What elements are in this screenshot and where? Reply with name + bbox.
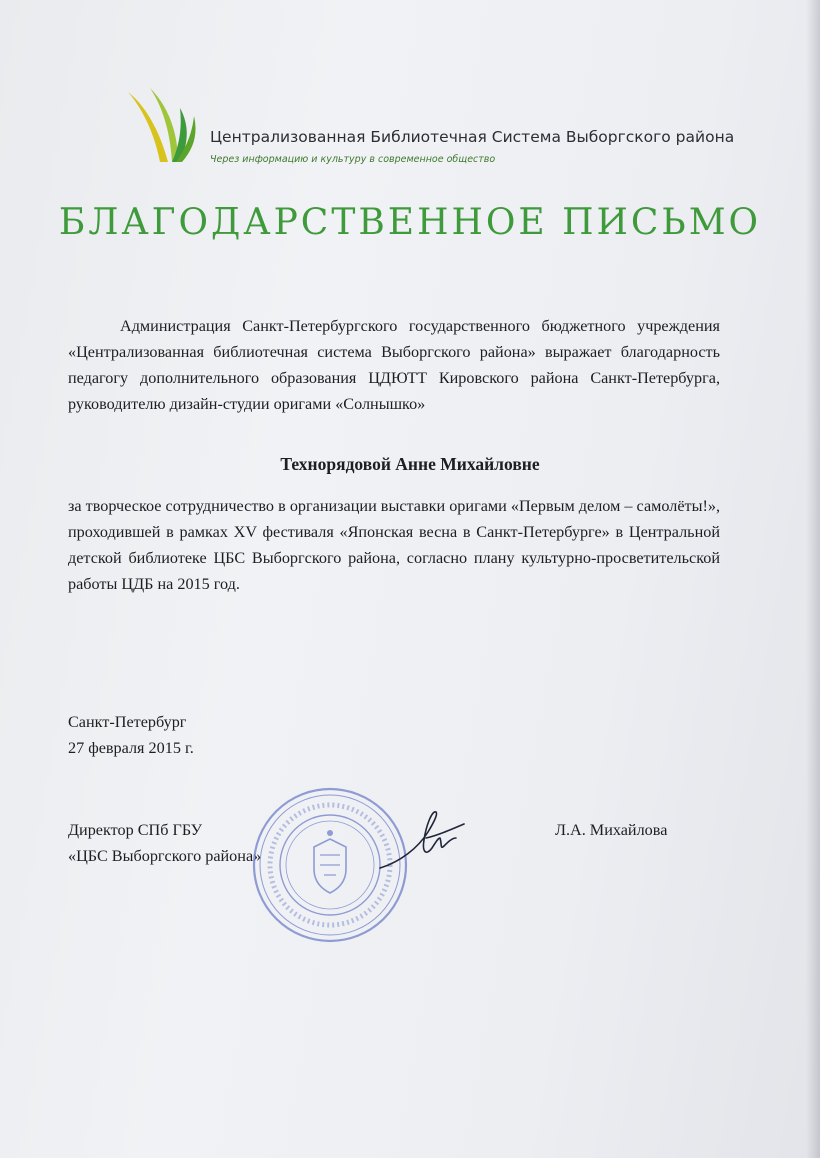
page-edge-shadow — [806, 0, 820, 1158]
signatory-title-line2: «ЦБС Выборгского района» — [68, 847, 262, 865]
org-logo — [120, 86, 760, 176]
date: 27 февраля 2015 г. — [68, 739, 194, 757]
handwritten-signature — [378, 808, 468, 878]
leaf-logo-icon — [120, 86, 210, 176]
body-paragraph-2: за творческое сотрудничество в организации выставки оригами «Первым делом – самолёты!», проходившей в рамках XV фестиваля «Японская весна в Санкт-Петербурге» в Центральной детской библиотеке ЦБС Выборгского района, согласно плану культурно-просветительской работы ЦДБ на 2015 год. — [68, 497, 720, 593]
signatory-title-line1: Директор СПб ГБУ — [68, 821, 203, 839]
signatory-name: Л.А. Михайлова — [555, 821, 668, 839]
recipient-name: Технорядовой Анне Михайловне — [280, 454, 540, 474]
place: Санкт-Петербург — [68, 713, 187, 731]
org-name: Централизованная Библиотечная Система Выборгского района — [210, 128, 735, 146]
org-slogan: Через информацию и культуру в современное общество — [210, 154, 496, 165]
body-paragraph-1: Администрация Санкт-Петербургского государственного бюджетного учреждения «Централизованная библиотечная система Выборгского района» выражает благодарность педагогу дополнительного образования ЦДЮТТ Кировского района Санкт-Петербурга, руководителю дизайн-студии оригами «Солнышко» — [68, 317, 720, 413]
letter-title: БЛАГОДАРСТВЕННОЕ ПИСЬМО — [58, 202, 762, 243]
